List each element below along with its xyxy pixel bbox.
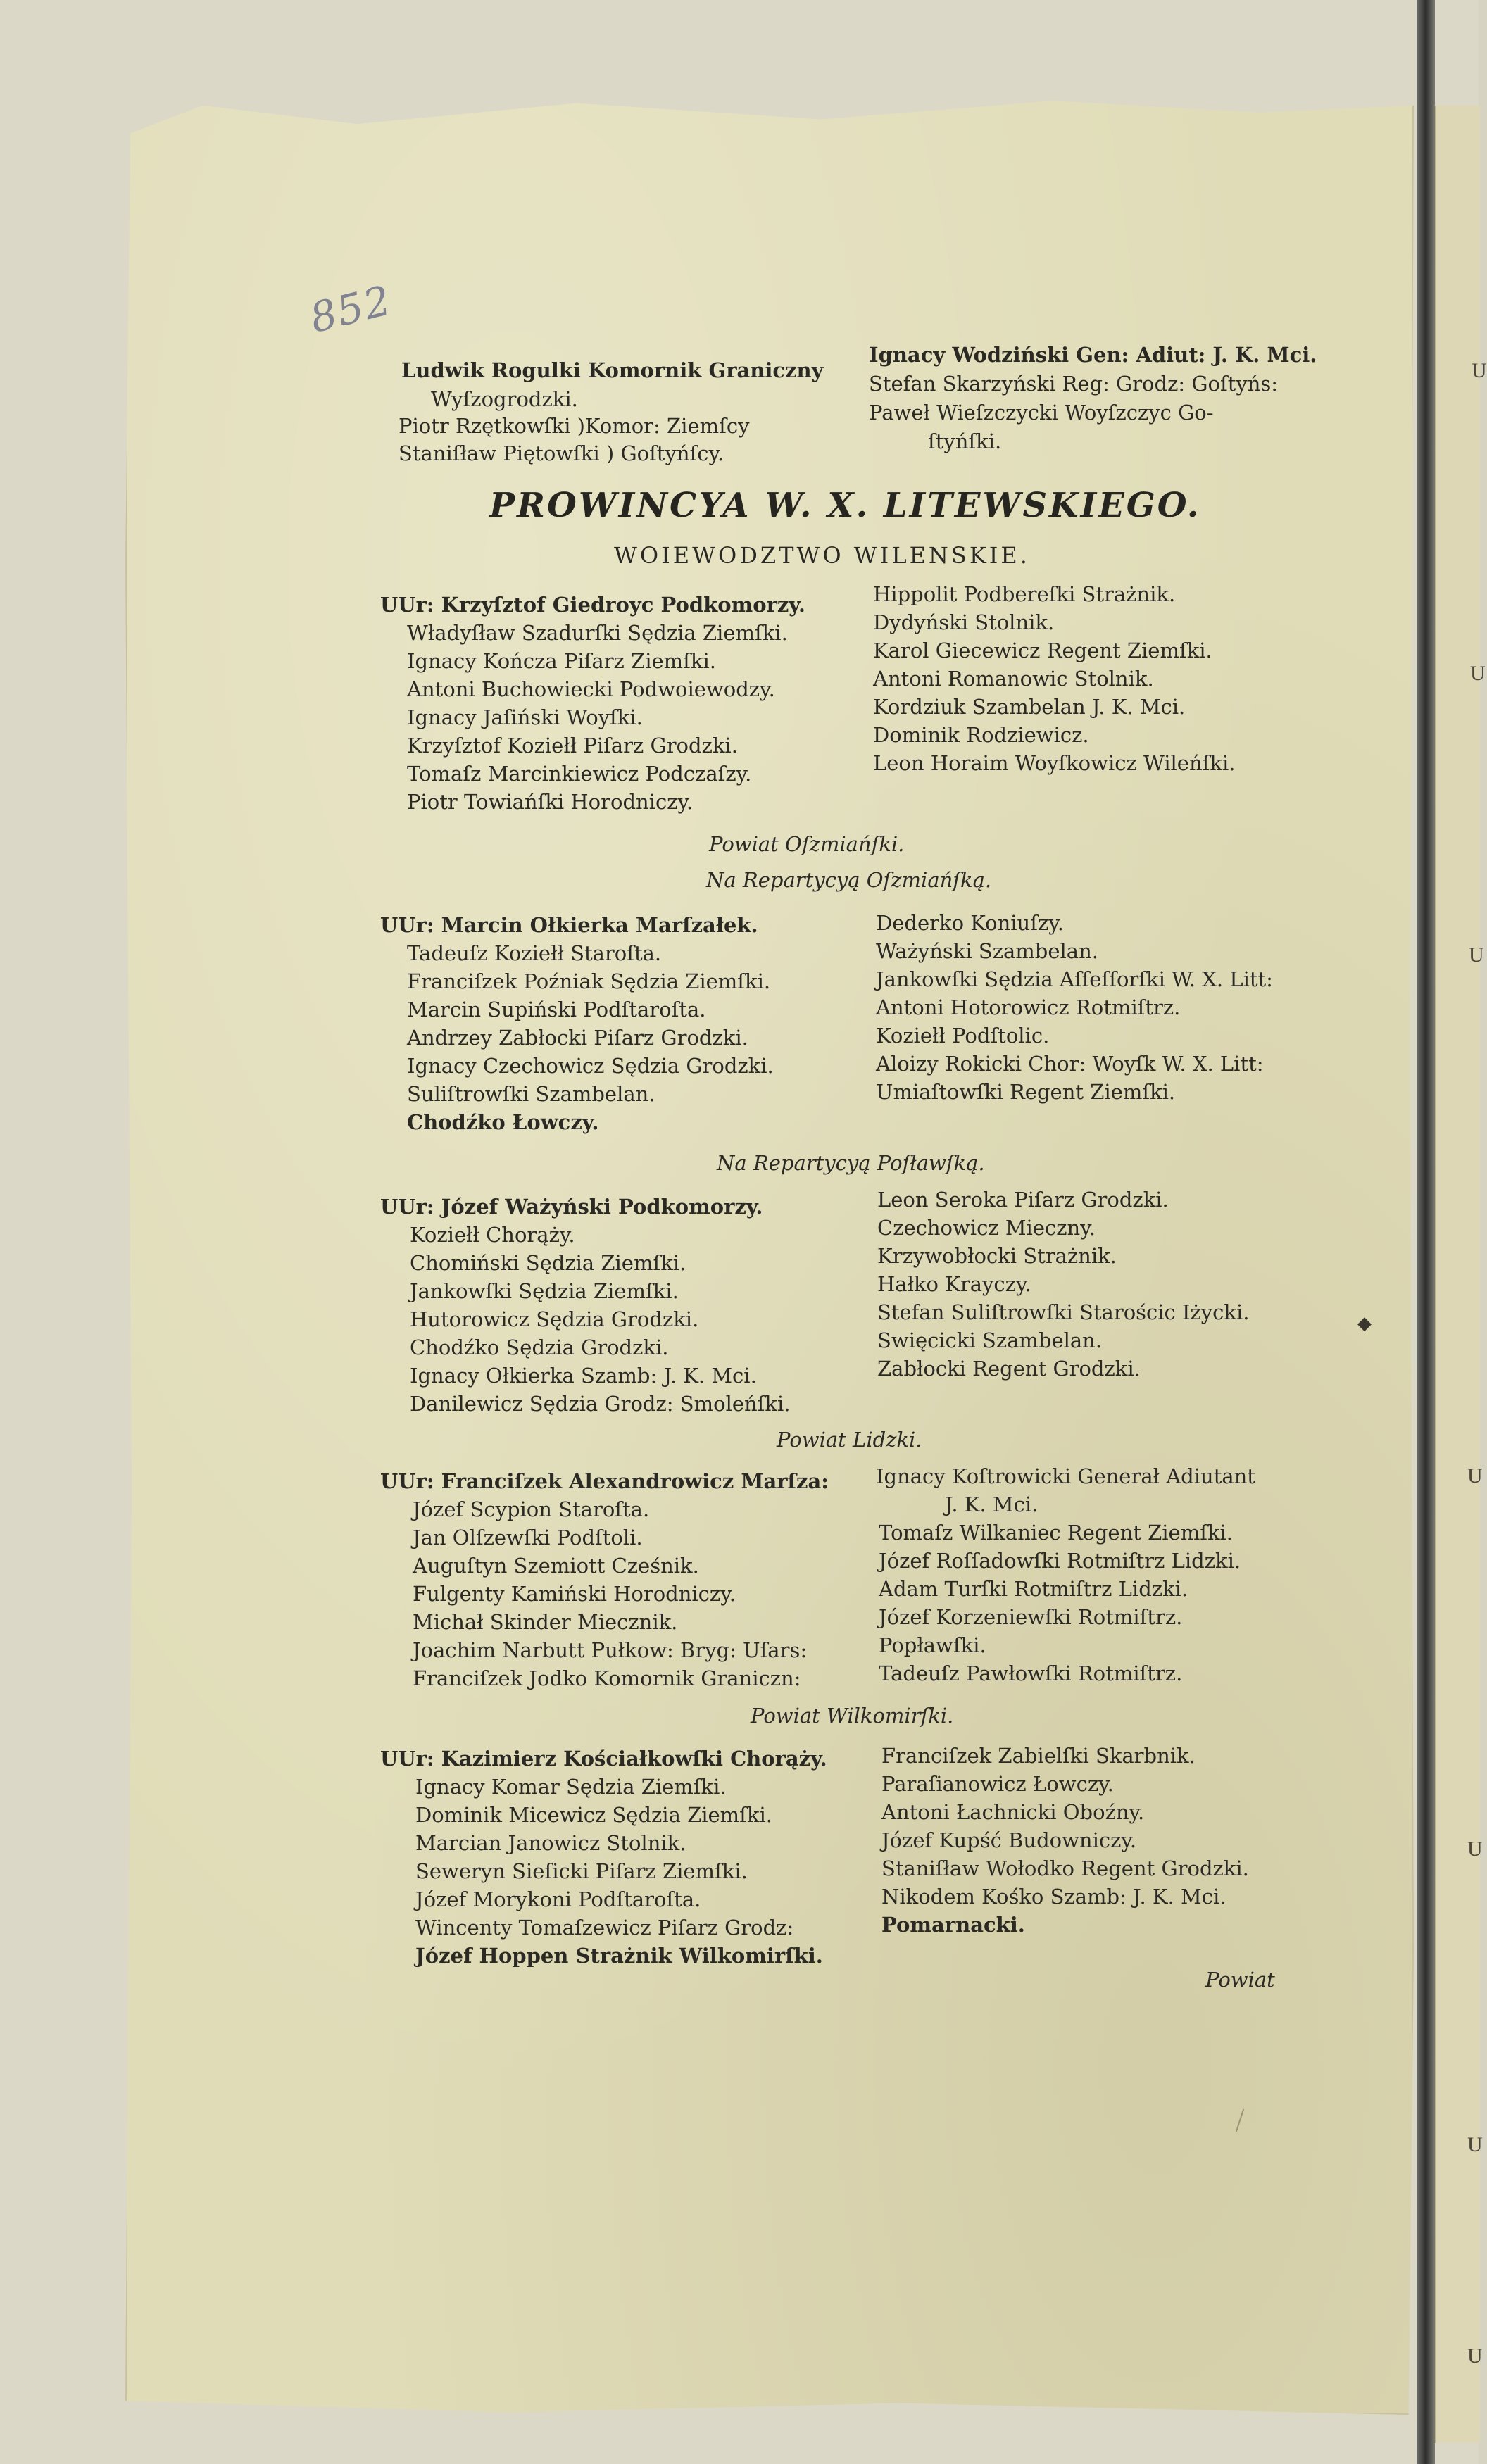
text-line: Umiaſtowſki Regent Ziemſki. — [876, 1080, 1176, 1104]
text-line: Marcin Supiński Podſtaroſta. — [407, 998, 706, 1022]
text-line: Ignacy Czechowicz Sędzia Grodzki. — [407, 1054, 774, 1078]
edge-letter: U — [1470, 662, 1486, 685]
text-line: Piotr Towiańſki Horodniczy. — [407, 790, 694, 814]
text-line: Antoni Hotorowicz Rotmiſtrz. — [876, 995, 1181, 1019]
text-line: Jankowſki Sędzia Ziemſki. — [410, 1279, 679, 1303]
text-line: Józef Scypion Staroſta. — [413, 1497, 650, 1521]
section-subtitle: Na Repartycyą Oſzmiańſką. — [706, 868, 992, 892]
text-line: Leon Horaim Woyſkowicz Wileńſki. — [873, 751, 1236, 775]
text-line: Ignacy Jaſiński Woyſki. — [407, 705, 643, 729]
text-line: Wyſzogrodzki. — [431, 387, 578, 411]
text-line: Danilewicz Sędzia Grodz: Smoleńſki. — [410, 1392, 791, 1416]
text-line: Paraſianowicz Łowczy. — [881, 1772, 1114, 1796]
text-line: Staniſław Wołodko Regent Grodzki. — [881, 1856, 1249, 1880]
text-line: Karol Giecewicz Regent Ziemſki. — [873, 639, 1212, 662]
text-line: Stefan Suliſtrowſki Starościc Iżycki. — [877, 1300, 1250, 1324]
text-line: Antoni Romanowic Stolnik. — [873, 667, 1154, 691]
text-line: Antoni Buchowiecki Podwoiewodzy. — [407, 677, 775, 701]
text-line: ſtyńſki. — [928, 429, 1002, 453]
document-page — [125, 99, 1414, 2415]
edge-letter: U — [1467, 2344, 1483, 2368]
text-line: Józef Kupść Budowniczy. — [881, 1828, 1137, 1852]
edge-letter: U — [1469, 943, 1484, 967]
text-line: Dominik Micewicz Sędzia Ziemſki. — [415, 1803, 772, 1827]
section-title: Powiat Oſzmiańſki. — [709, 832, 905, 856]
text-line: Franciſzek Zabielſki Skarbnik. — [881, 1744, 1196, 1768]
text-line: Pomarnacki. — [881, 1913, 1025, 1937]
text-line: Seweryn Sieſicki Piſarz Ziemſki. — [415, 1859, 748, 1883]
text-line: Franciſzek Poźniak Sędzia Ziemſki. — [407, 969, 771, 993]
text-line: Ignacy Koſtrowicki Generał Adiutant — [876, 1464, 1255, 1488]
text-line: Czechowicz Mieczny. — [877, 1216, 1096, 1240]
text-line: Józef Roſſadowſki Rotmiſtrz Lidzki. — [879, 1549, 1241, 1573]
voivodeship-heading: WOIEWODZTWO WILENSKIE. — [614, 542, 1030, 569]
text-line: Krzyſztof Koziełł Piſarz Grodzki. — [407, 734, 738, 758]
text-line: Aloizy Rokicki Chor: Woyſk W. X. Litt: — [876, 1052, 1264, 1076]
edge-letter: U — [1467, 1837, 1483, 1861]
edge-letter: U — [1467, 2133, 1483, 2156]
stray-mark: ◆ — [1357, 1313, 1372, 1334]
text-line: Stefan Skarzyński Reg: Grodz: Goſtyńs: — [869, 372, 1279, 396]
text-line: Władyſław Szadurſki Sędzia Ziemſki. — [407, 621, 788, 645]
text-line: Marcian Janowicz Stolnik. — [415, 1831, 686, 1855]
text-line: Krzywobłocki Strażnik. — [877, 1244, 1117, 1268]
text-line: Józef Morykoni Podſtaroſta. — [415, 1887, 701, 1911]
text-line: Zabłocki Regent Grodzki. — [877, 1357, 1141, 1381]
text-line: Ważyński Szambelan. — [876, 939, 1098, 963]
edge-letter: U — [1472, 359, 1487, 382]
text-line: UUr: Krzyſztof Giedroyc Podkomorzy. — [380, 593, 805, 617]
text-line: Franciſzek Jodko Komornik Graniczn: — [413, 1666, 801, 1690]
text-line: Leon Seroka Piſarz Grodzki. — [877, 1188, 1169, 1212]
section-subtitle: Na Repartycyą Poſławſką. — [717, 1151, 985, 1175]
text-line: Hałko Krayczy. — [877, 1272, 1031, 1296]
text-line: Swięcicki Szambelan. — [877, 1328, 1103, 1352]
text-line: Koziełł Chorąży. — [410, 1223, 575, 1247]
text-line: Tomaſz Marcinkiewicz Podczaſzy. — [407, 762, 752, 786]
text-line: UUr: Józef Ważyński Podkomorzy. — [380, 1195, 763, 1219]
book-gutter — [1417, 0, 1435, 2464]
handwritten-page-number: 852 — [305, 275, 397, 343]
text-line: Dederko Koniuſzy. — [876, 911, 1064, 935]
text-line: Michał Skinder Miecznik. — [413, 1610, 678, 1634]
text-line: Tadeuſz Koziełł Staroſta. — [407, 941, 662, 965]
text-line: Ignacy Ołkierka Szamb: J. K. Mci. — [410, 1364, 757, 1388]
text-line: Auguſtyn Szemiott Cześnik. — [413, 1554, 699, 1578]
text-line: Staniſław Piętowſki ) Goſtyńſcy. — [399, 441, 724, 465]
text-line: Dominik Rodziewicz. — [873, 723, 1089, 747]
text-line: Joachim Narbutt Pułkow: Bryg: Uſars: — [413, 1638, 808, 1662]
facing-page-edge — [1435, 106, 1487, 2443]
text-line: Piotr Rzętkowſki )Komor: Ziemſcy — [399, 414, 750, 438]
section-title: Powiat Wilkomirſki. — [751, 1704, 954, 1728]
text-line: Chodźko Sędzia Grodzki. — [410, 1335, 669, 1359]
text-line: Józef Hoppen Strażnik Wilkomirſki. — [415, 1944, 823, 1968]
text-line: Chomiński Sędzia Ziemſki. — [410, 1251, 686, 1275]
text-line: Suliſtrowſki Szambelan. — [407, 1082, 655, 1106]
text-line: J. K. Mci. — [945, 1492, 1039, 1516]
text-line: Jan Olſzewſki Podſtoli. — [413, 1526, 643, 1550]
text-line: Popławſki. — [879, 1633, 986, 1657]
text-line: Tadeuſz Pawłowſki Rotmiſtrz. — [879, 1661, 1183, 1685]
edge-letter: U — [1467, 1464, 1483, 1488]
text-line: Wincenty Tomaſzewicz Piſarz Grodz: — [415, 1916, 794, 1940]
text-line: Ignacy Kończa Piſarz Ziemſki. — [407, 649, 716, 673]
text-line: Paweł Wieſzczycki Woyſzczyc Go- — [869, 401, 1214, 425]
text-line: UUr: Kazimierz Kościałkowſki Chorąży. — [380, 1747, 827, 1771]
text-line: Fulgenty Kamiński Horodniczy. — [413, 1582, 736, 1606]
text-line: Antoni Łachnicki Oboźny. — [881, 1800, 1145, 1824]
text-line: Kordziuk Szambelan J. K. Mci. — [873, 695, 1186, 719]
text-line: Dydyński Stolnik. — [873, 610, 1055, 634]
text-line: Hutorowicz Sędzia Grodzki. — [410, 1307, 699, 1331]
catchword: Powiat — [1205, 1968, 1275, 1992]
text-line: Jankowſki Sędzia Aſſeſſorſki W. X. Litt: — [876, 967, 1273, 991]
text-line: Ignacy Wodziński Gen: Adiut: J. K. Mci. — [869, 343, 1317, 367]
text-line: UUr: Franciſzek Alexandrowicz Marſza: — [380, 1469, 829, 1493]
text-line: Koziełł Podſtolic. — [876, 1024, 1050, 1048]
text-line: Józef Korzeniewſki Rotmiſtrz. — [879, 1605, 1183, 1629]
text-line: Ignacy Komar Sędzia Ziemſki. — [415, 1775, 727, 1799]
text-line: UUr: Marcin Ołkierka Marſzałek. — [380, 913, 758, 937]
text-line: Nikodem Kośko Szamb: J. K. Mci. — [881, 1885, 1226, 1909]
text-line: Ludwik Rogulki Komornik Graniczny — [401, 358, 824, 382]
text-line: Tomaſz Wilkaniec Regent Ziemſki. — [879, 1521, 1234, 1545]
text-line: Andrzey Zabłocki Piſarz Grodzki. — [407, 1026, 748, 1050]
text-line: Chodźko Łowczy. — [407, 1110, 599, 1134]
section-title: Powiat Lidzki. — [777, 1428, 922, 1452]
province-heading: PROWINCYA W. X. LITEWSKIEGO. — [489, 486, 1201, 525]
text-line: Adam Turſki Rotmiſtrz Lidzki. — [879, 1577, 1188, 1601]
text-line: Hippolit Podbereſki Strażnik. — [873, 582, 1176, 606]
